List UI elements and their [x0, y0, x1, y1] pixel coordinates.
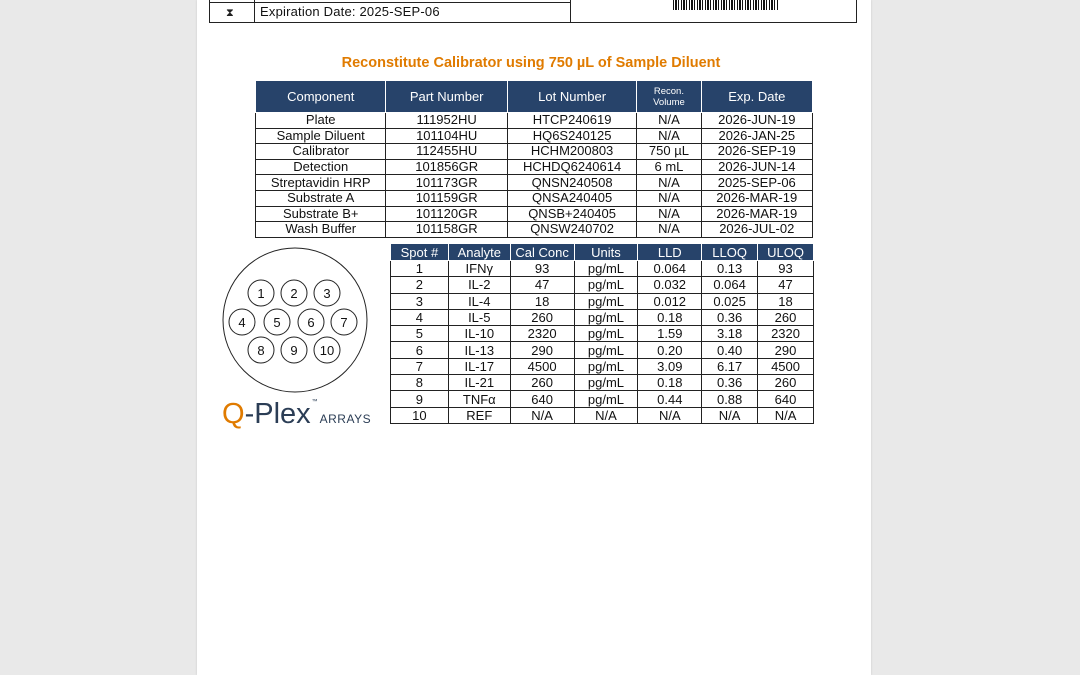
- well-spot-label: 10: [319, 343, 335, 358]
- table-cell: 8: [391, 375, 449, 391]
- table-cell: QNSA240405: [507, 190, 636, 206]
- document-page: [197, 0, 871, 675]
- component-table-header: [256, 81, 813, 113]
- table-cell: 2026-JUN-14: [701, 159, 812, 175]
- table-cell: QNSB+240405: [507, 206, 636, 222]
- table-cell: 4500: [510, 358, 574, 374]
- table-cell: 0.064: [702, 277, 758, 293]
- table-cell: pg/mL: [574, 293, 638, 309]
- table-cell: 0.40: [702, 342, 758, 358]
- table-cell: 2: [391, 277, 449, 293]
- table-cell: pg/mL: [574, 309, 638, 325]
- table-cell: REF: [448, 407, 510, 423]
- table-cell: pg/mL: [574, 358, 638, 374]
- header-cell: Recon. Volume: [637, 81, 701, 113]
- table-cell: IL-2: [448, 277, 510, 293]
- table-cell: N/A: [758, 407, 814, 423]
- table-cell: 101120GR: [386, 206, 507, 222]
- table-cell: 290: [758, 342, 814, 358]
- table-cell: 0.064: [638, 261, 702, 277]
- table-cell: 260: [758, 309, 814, 325]
- header-cell: Units: [574, 244, 638, 261]
- table-cell: 260: [510, 309, 574, 325]
- table-cell: pg/mL: [574, 277, 638, 293]
- table-cell: 2026-JUN-19: [701, 113, 812, 129]
- table-cell: 0.18: [638, 309, 702, 325]
- kit-info-left: [210, 0, 571, 22]
- table-cell: 1: [391, 261, 449, 277]
- cut-off-row: [210, 0, 570, 3]
- table-cell: 7: [391, 358, 449, 374]
- table-row: [391, 293, 814, 309]
- table-cell: N/A: [637, 190, 701, 206]
- table-cell: 101856GR: [386, 159, 507, 175]
- table-cell: TNFα: [448, 391, 510, 407]
- hourglass-icon: ⧗: [226, 7, 234, 19]
- table-cell: 260: [510, 375, 574, 391]
- table-cell: IL-5: [448, 309, 510, 325]
- logo-q: Q: [222, 398, 245, 430]
- table-cell: 0.36: [702, 309, 758, 325]
- table-cell: HCHM200803: [507, 144, 636, 160]
- barcode: [673, 0, 779, 10]
- well-spot-map: [221, 246, 369, 394]
- table-cell: 101158GR: [386, 222, 507, 238]
- table-cell: pg/mL: [574, 326, 638, 342]
- table-row: [391, 309, 814, 325]
- table-cell: 3.09: [638, 358, 702, 374]
- table-cell: Plate: [256, 113, 386, 129]
- well-spot-label: 7: [340, 315, 348, 330]
- table-row: [256, 159, 813, 175]
- well-spot-label: 2: [290, 286, 298, 301]
- header-cell: LLD: [638, 244, 702, 261]
- table-row: [391, 326, 814, 342]
- table-cell: Streptavidin HRP: [256, 175, 386, 191]
- table-cell: 2026-MAR-19: [701, 190, 812, 206]
- icon-cell: [210, 0, 255, 22]
- header-cell: Part Number: [386, 81, 507, 113]
- table-cell: 101104HU: [386, 128, 507, 144]
- table-cell: 6.17: [702, 358, 758, 374]
- reconstitute-title: Reconstitute Calibrator using 750 µL of Sample Diluent: [341, 55, 721, 71]
- table-cell: 10: [391, 407, 449, 423]
- table-cell: IFNγ: [448, 261, 510, 277]
- table-cell: 0.88: [702, 391, 758, 407]
- table-cell: 0.44: [638, 391, 702, 407]
- table-cell: 47: [758, 277, 814, 293]
- header-cell: Spot #: [391, 244, 449, 261]
- table-cell: N/A: [637, 206, 701, 222]
- table-cell: 112455HU: [386, 144, 507, 160]
- well-spot-label: 8: [257, 343, 265, 358]
- table-cell: 47: [510, 277, 574, 293]
- table-cell: 0.18: [638, 375, 702, 391]
- kit-info-box: [209, 0, 857, 23]
- well-spot-label: 4: [238, 315, 246, 330]
- table-cell: 93: [758, 261, 814, 277]
- table-cell: N/A: [637, 128, 701, 144]
- table-cell: HTCP240619: [507, 113, 636, 129]
- logo-tm: ™: [311, 399, 318, 405]
- table-cell: N/A: [702, 407, 758, 423]
- component-table: [255, 80, 813, 238]
- header-cell: Analyte: [448, 244, 510, 261]
- table-cell: 3.18: [702, 326, 758, 342]
- table-row: [256, 128, 813, 144]
- table-cell: N/A: [510, 407, 574, 423]
- table-cell: IL-13: [448, 342, 510, 358]
- table-cell: 0.13: [702, 261, 758, 277]
- table-row: [391, 391, 814, 407]
- header-cell: ULOQ: [758, 244, 814, 261]
- table-cell: pg/mL: [574, 391, 638, 407]
- table-cell: 260: [758, 375, 814, 391]
- table-cell: 750 µL: [637, 144, 701, 160]
- table-cell: 2026-MAR-19: [701, 206, 812, 222]
- logo-arrays: ARRAYS: [319, 412, 372, 426]
- table-cell: 101159GR: [386, 190, 507, 206]
- table-cell: 93: [510, 261, 574, 277]
- table-cell: 640: [510, 391, 574, 407]
- table-cell: 5: [391, 326, 449, 342]
- table-cell: 640: [758, 391, 814, 407]
- expiration-date: Expiration Date: 2025-SEP-06: [260, 4, 440, 19]
- header-cell: Component: [256, 81, 386, 113]
- table-cell: 0.032: [638, 277, 702, 293]
- table-cell: Wash Buffer: [256, 222, 386, 238]
- table-cell: N/A: [637, 222, 701, 238]
- table-cell: Calibrator: [256, 144, 386, 160]
- table-cell: 6: [391, 342, 449, 358]
- logo-plex: -Plex: [244, 398, 311, 430]
- table-cell: QNSN240508: [507, 175, 636, 191]
- table-cell: IL-17: [448, 358, 510, 374]
- table-row: [256, 206, 813, 222]
- table-cell: 0.012: [638, 293, 702, 309]
- table-cell: pg/mL: [574, 261, 638, 277]
- header-cell: LLOQ: [702, 244, 758, 261]
- table-cell: 6 mL: [637, 159, 701, 175]
- table-row: [391, 277, 814, 293]
- well-spot-label: 6: [307, 315, 315, 330]
- well-spot-label: 3: [323, 286, 331, 301]
- table-cell: HCHDQ6240614: [507, 159, 636, 175]
- well-spot-label: 9: [290, 343, 298, 358]
- well-spot-label: 1: [257, 286, 265, 301]
- table-cell: 2320: [758, 326, 814, 342]
- table-row: [391, 407, 814, 423]
- table-cell: IL-4: [448, 293, 510, 309]
- table-row: [256, 144, 813, 160]
- table-cell: Detection: [256, 159, 386, 175]
- table-cell: 111952HU: [386, 113, 507, 129]
- table-cell: pg/mL: [574, 342, 638, 358]
- table-cell: Substrate B+: [256, 206, 386, 222]
- table-cell: QNSW240702: [507, 222, 636, 238]
- table-cell: HQ6S240125: [507, 128, 636, 144]
- table-cell: 18: [758, 293, 814, 309]
- qplex-logo: [222, 398, 371, 431]
- table-cell: 0.025: [702, 293, 758, 309]
- table-cell: 18: [510, 293, 574, 309]
- table-cell: 101173GR: [386, 175, 507, 191]
- table-cell: N/A: [637, 175, 701, 191]
- well-spot-label: 5: [273, 315, 281, 330]
- table-cell: N/A: [637, 113, 701, 129]
- table-cell: 0.36: [702, 375, 758, 391]
- table-row: [391, 261, 814, 277]
- spot-table: [390, 243, 814, 424]
- table-cell: 0.20: [638, 342, 702, 358]
- table-row: [256, 190, 813, 206]
- table-cell: 2026-SEP-19: [701, 144, 812, 160]
- header-cell: Exp. Date: [701, 81, 812, 113]
- table-cell: 9: [391, 391, 449, 407]
- table-cell: Sample Diluent: [256, 128, 386, 144]
- table-row: [391, 375, 814, 391]
- table-cell: pg/mL: [574, 375, 638, 391]
- table-row: [256, 113, 813, 129]
- spot-table-header: [391, 244, 814, 261]
- table-cell: 4500: [758, 358, 814, 374]
- table-cell: 1.59: [638, 326, 702, 342]
- table-cell: N/A: [574, 407, 638, 423]
- header-cell: Cal Conc: [510, 244, 574, 261]
- table-row: [256, 222, 813, 238]
- table-cell: IL-21: [448, 375, 510, 391]
- table-cell: 4: [391, 309, 449, 325]
- table-cell: 2026-JAN-25: [701, 128, 812, 144]
- table-cell: 3: [391, 293, 449, 309]
- table-cell: IL-10: [448, 326, 510, 342]
- table-row: [391, 342, 814, 358]
- table-cell: 290: [510, 342, 574, 358]
- table-row: [391, 358, 814, 374]
- header-cell: Lot Number: [507, 81, 636, 113]
- table-row: [256, 175, 813, 191]
- table-cell: N/A: [638, 407, 702, 423]
- table-cell: 2026-JUL-02: [701, 222, 812, 238]
- table-cell: 2025-SEP-06: [701, 175, 812, 191]
- table-cell: Substrate A: [256, 190, 386, 206]
- table-cell: 2320: [510, 326, 574, 342]
